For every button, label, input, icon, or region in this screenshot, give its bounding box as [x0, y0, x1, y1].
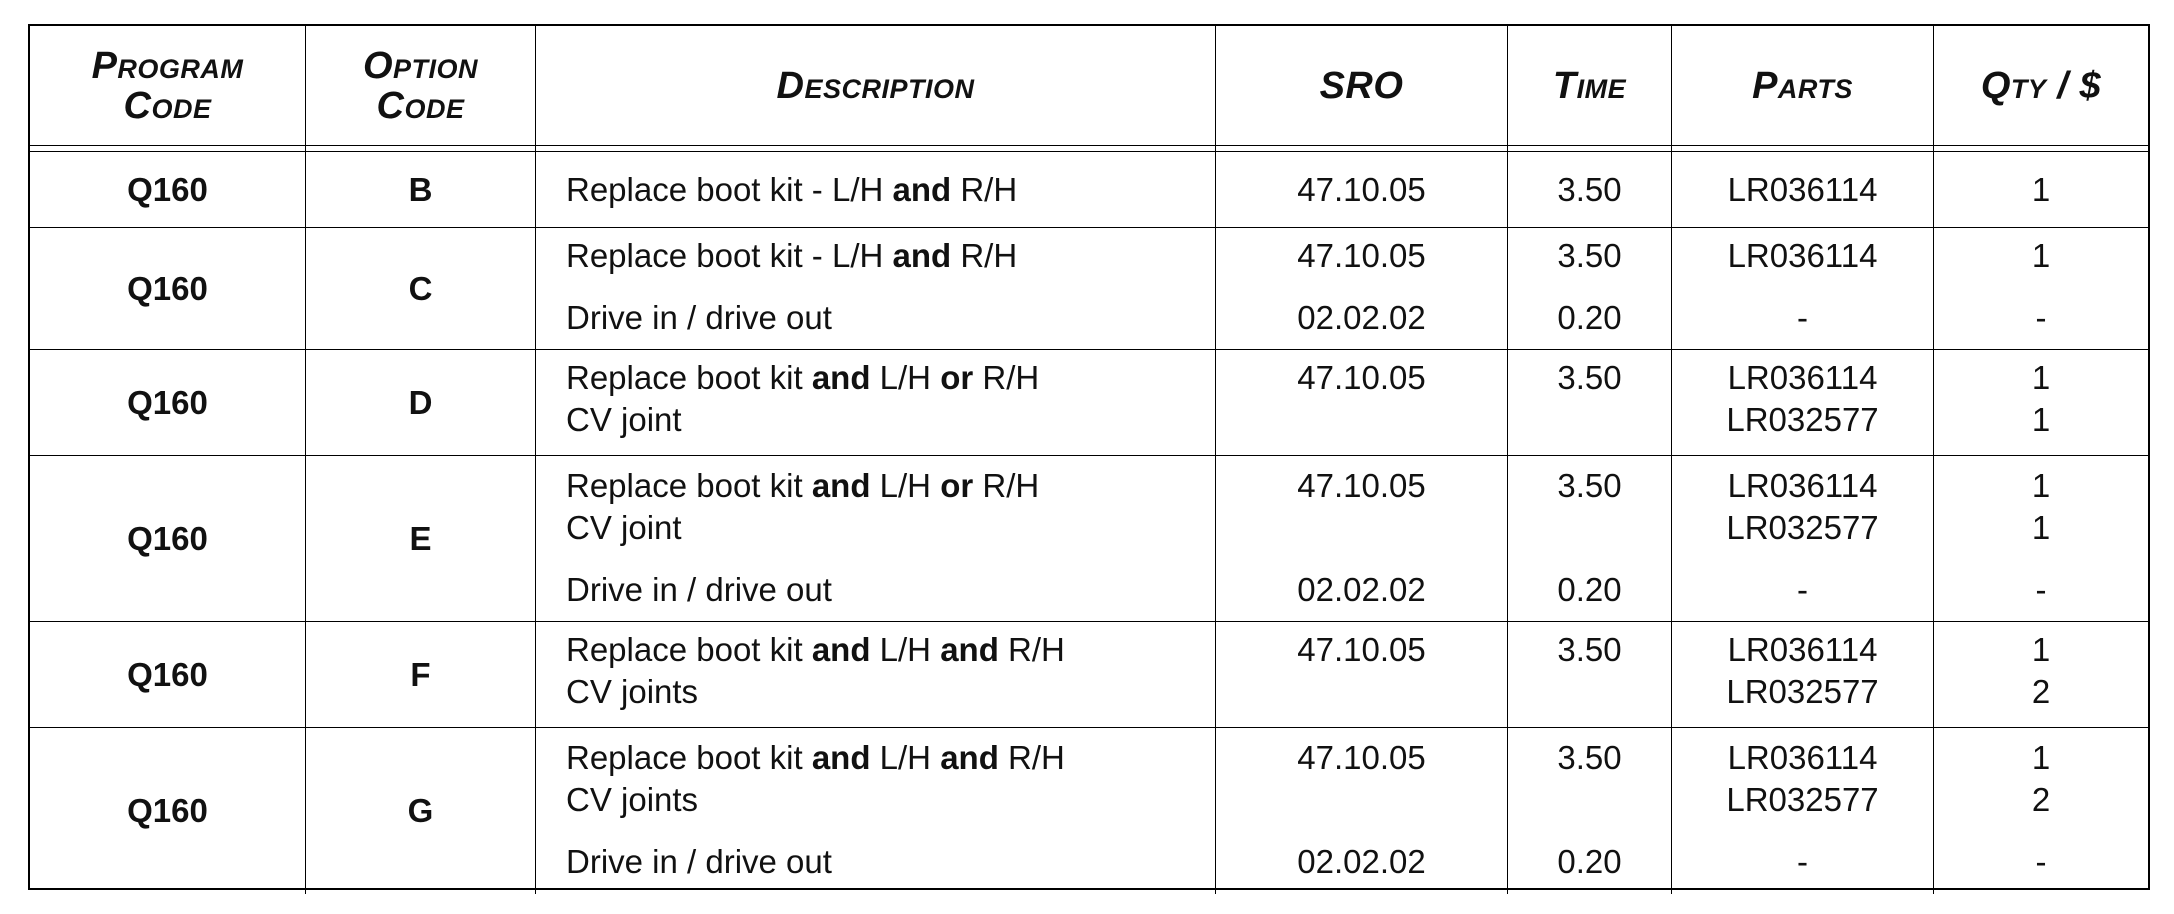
parts-cell: LR036114 LR032577 - [1672, 728, 1934, 894]
qty-cell: 1 1 [1934, 350, 2148, 456]
qty-cell: 1 2 - [2031, 739, 2051, 880]
time-cell: 3.50 0.20 [1508, 728, 1672, 894]
description-cell: Replace boot kit - L/H and R/H [536, 152, 1216, 228]
program-code-cell: Q160 [30, 152, 306, 228]
sro-cell: 47.10.05 [1216, 350, 1508, 456]
program-code-cell: Q160 [30, 350, 306, 456]
option-code-cell: E [306, 456, 536, 622]
program-code-cell: Q160 [30, 728, 306, 894]
labour-parts-table [28, 24, 2150, 890]
sro-cell: 47.10.05 02.02.02 [1216, 728, 1508, 894]
header-parts: Parts [1672, 26, 1934, 146]
sro-cell: 47.10.05 02.02.02 [1216, 456, 1508, 622]
program-code-cell: Q160 [30, 456, 306, 622]
option-code-cell: C [306, 228, 536, 350]
header-description: Description [536, 26, 1216, 146]
description-cell: Replace boot kit and L/H or R/H CV joint Drive in / drive out [536, 456, 1216, 622]
time-cell: 3.50 [1508, 622, 1672, 728]
qty-cell: 1 1 - [1934, 456, 2148, 622]
option-code-cell: D [306, 350, 536, 456]
parts-cell: LR036114 [1672, 152, 1934, 228]
description-cell: Replace boot kit and L/H and R/H CV joints Drive in / drive out [536, 728, 1216, 894]
time-cell: 3.50 [1508, 152, 1672, 228]
sro-cell: 47.10.05 [1216, 152, 1508, 228]
description-cell: Replace boot kit and L/H and R/H CV joints [536, 622, 1216, 728]
option-code-cell: B [306, 152, 536, 228]
description-cell: Replace boot kit - L/H and R/H Drive in / drive out [536, 228, 1216, 350]
header-qty: Qty / $ [1934, 26, 2148, 146]
program-code-cell: Q160 [30, 622, 306, 728]
program-code-cell: Q160 [30, 228, 306, 350]
time-cell: 3.50 [1508, 350, 1672, 456]
header-option-code: Option Code [306, 26, 536, 146]
qty-cell: 1 [1934, 152, 2148, 228]
parts-cell: LR036114 - [1672, 228, 1934, 350]
parts-cell: LR036114 LR032577 [1672, 622, 1934, 728]
time-cell: 3.50 0.20 [1508, 456, 1672, 622]
option-code-cell: F [306, 622, 536, 728]
header-time: Time [1508, 26, 1672, 146]
header-program-code: Program Code [30, 26, 306, 146]
sro-cell: 47.10.05 02.02.02 [1216, 228, 1508, 350]
option-code-cell: G [306, 728, 536, 894]
sro-cell: 47.10.05 [1216, 622, 1508, 728]
description-cell: Replace boot kit and L/H or R/H CV joint [536, 350, 1216, 456]
parts-cell: LR036114 LR032577 [1672, 350, 1934, 456]
parts-cell: LR036114 LR032577 - [1672, 456, 1934, 622]
time-cell: 3.50 0.20 [1508, 228, 1672, 350]
header-sro: SRO [1216, 26, 1508, 146]
qty-cell: 1 2 [1934, 622, 2148, 728]
qty-cell: 1 - [1934, 228, 2148, 350]
